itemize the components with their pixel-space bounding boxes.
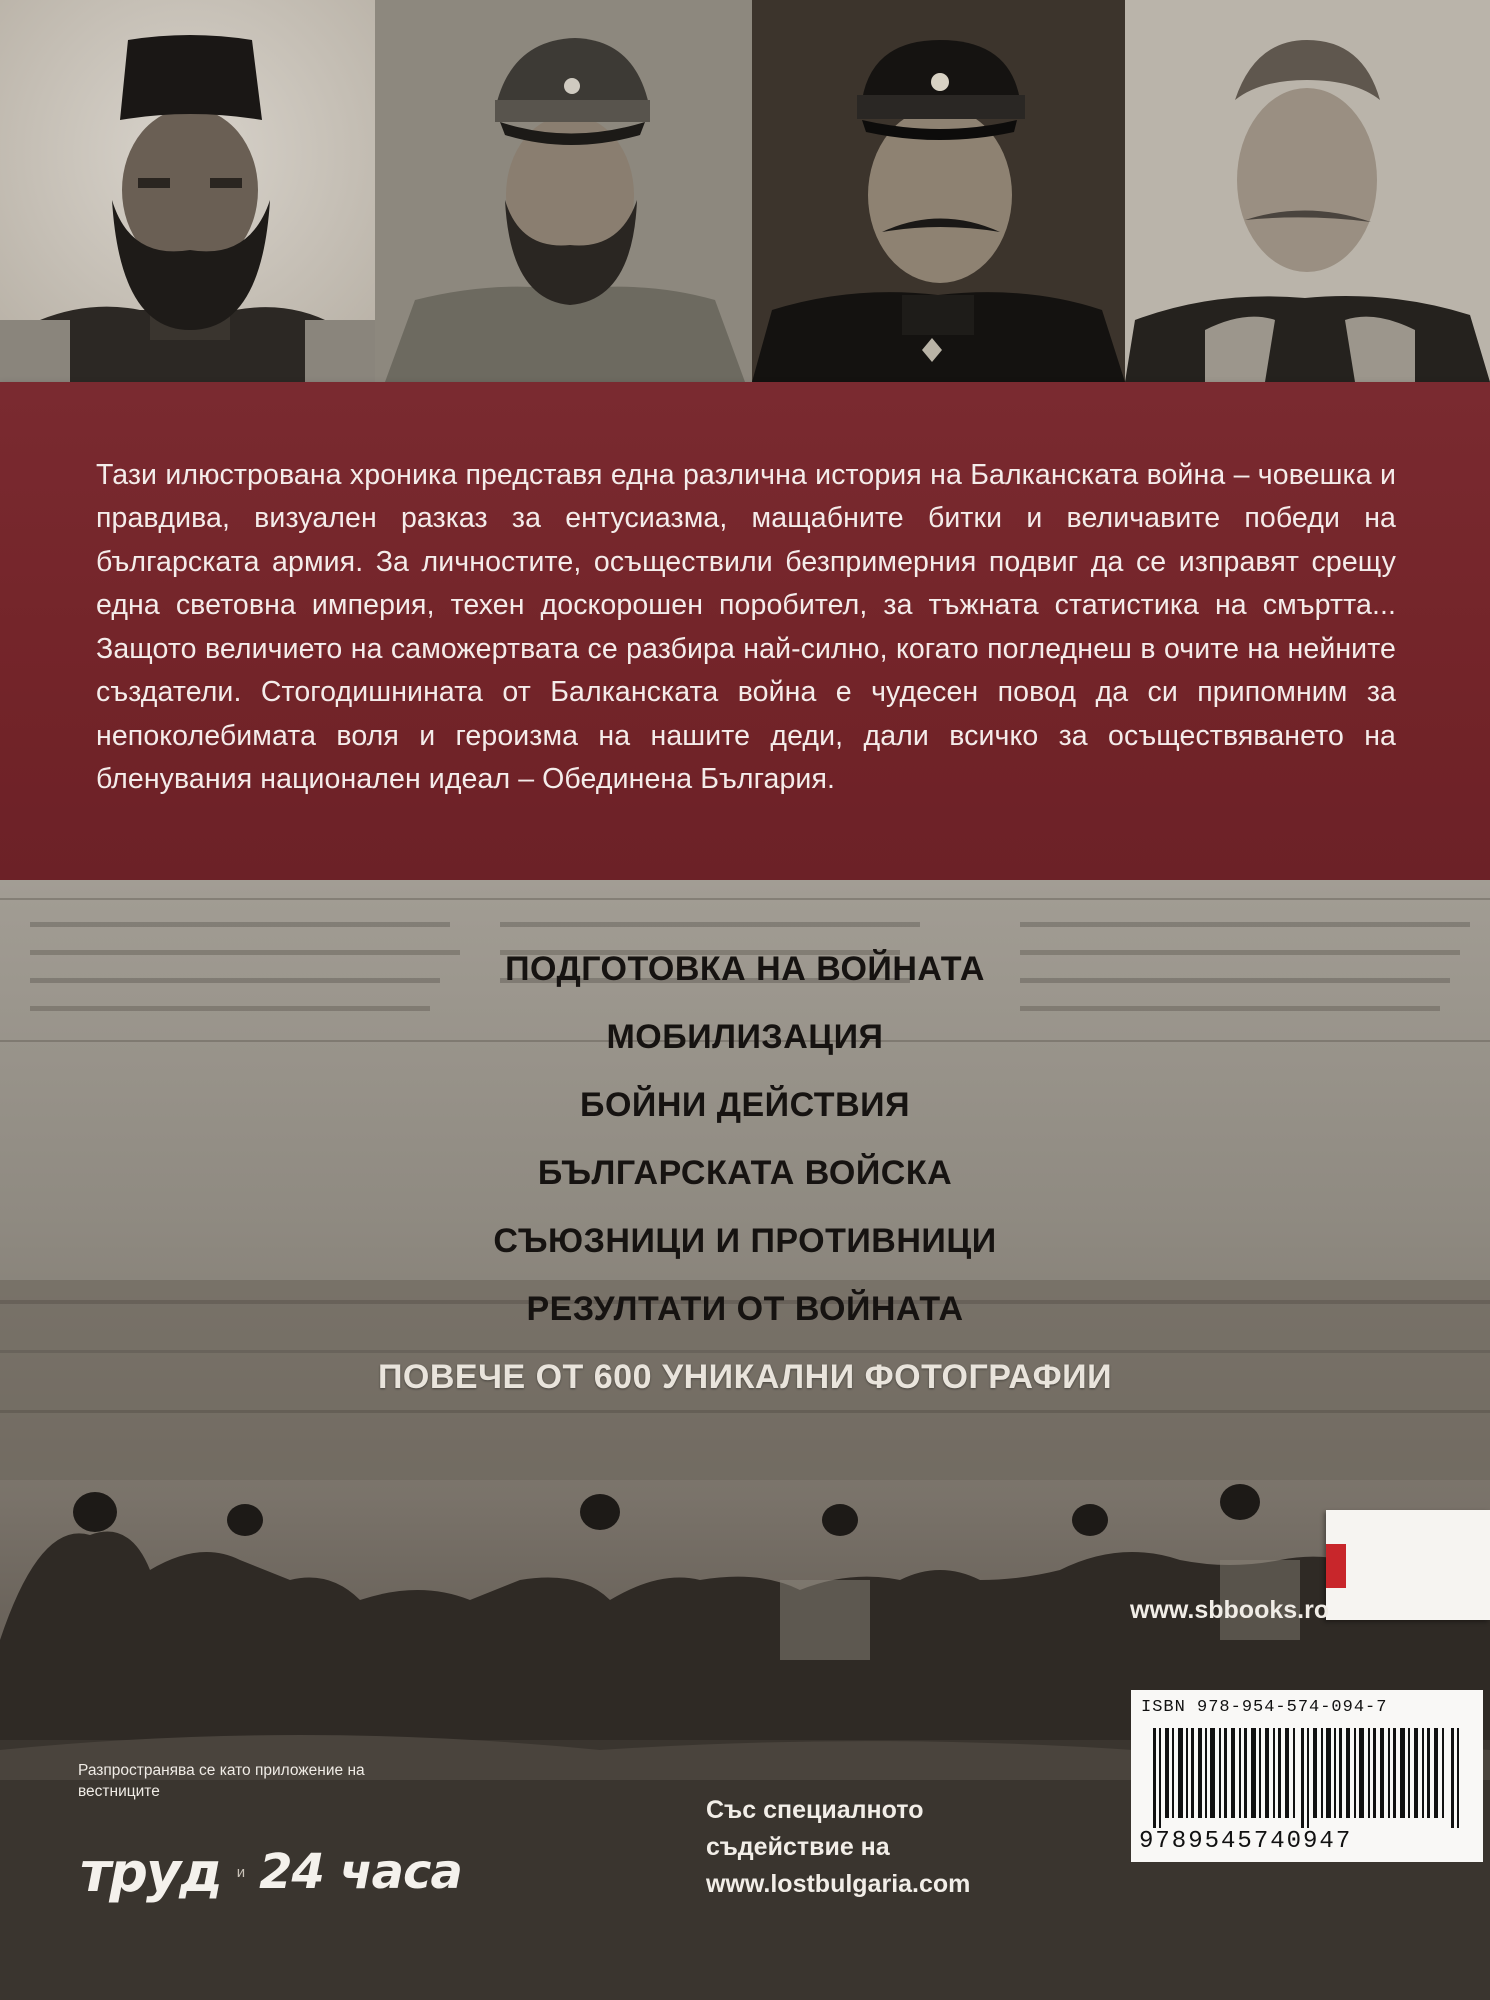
portrait-fez-officer <box>0 0 375 382</box>
chapter-item: ПОДГОТОВКА НА ВОЙНАТА <box>505 950 985 988</box>
chapter-item: БОЙНИ ДЕЙСТВИЯ <box>580 1086 910 1124</box>
publisher-website: www.sbbooks.ro <box>1130 1596 1330 1624</box>
chapter-list <box>0 935 1490 1411</box>
portrait-general <box>752 0 1125 382</box>
chapter-item: БЪЛГАРСКАТА ВОЙСКА <box>537 1154 953 1192</box>
chapter-item: СЪЮЗНИЦИ И ПРОТИВНИЦИ <box>493 1222 997 1260</box>
barcode-panel <box>1131 1690 1483 1862</box>
credit-website: www.lostbulgaria.com <box>706 1870 971 1898</box>
isbn-text: ISBN 978-954-574-094-7 <box>1141 1698 1388 1717</box>
credit-line-2: съдействие на <box>706 1833 890 1861</box>
book-description: Тази илюстрована хроника представя една различна история на Балканската война – човешка и правдива, визуален разказ за ентусиазма, мащабните битки и величавите победи на българската армия. За личностите, осъществили безпримерния подвиг да се изправят срещу една световна империя, техен доскорошен поробител, за тъжната статистика на смъртта... Защото величието на саможертвата се разбира най-силно, когато погледнеш в очите на нейните създатели. Стогодишнината от Балканската война е чудесен повод да си припомним за непоколебимата воля и героизма на нашите деди, дали всичко за осъществяването на бленувания национален идеал – Обединена България. <box>96 458 1396 795</box>
chapter-item: МОБИЛИЗАЦИЯ <box>606 1018 884 1056</box>
portrait-noble-officer <box>1125 0 1490 382</box>
logo-conjunction: и <box>236 1863 246 1881</box>
photo-count-highlight: ПОВЕЧЕ ОТ 600 УНИКАЛНИ ФОТОГРАФИИ <box>377 1358 1113 1396</box>
special-support-credit <box>706 1792 1066 1903</box>
distribution-note: Разпространява се като приложение на вестниците <box>78 1762 365 1800</box>
24-chasa-logo: 24 часа <box>259 1844 462 1900</box>
newspaper-logos <box>80 1842 462 1902</box>
barcode-number: 9789545740947 <box>1139 1828 1353 1855</box>
portrait-row <box>0 0 1490 382</box>
chapter-item: РЕЗУЛТАТИ ОТ ВОЙНАТА <box>526 1290 964 1328</box>
trud-logo: труд <box>80 1840 221 1904</box>
portrait-bearded-soldier <box>375 0 752 382</box>
credit-line-1: Със специалното <box>706 1796 924 1824</box>
barcode-icon <box>1153 1728 1463 1828</box>
